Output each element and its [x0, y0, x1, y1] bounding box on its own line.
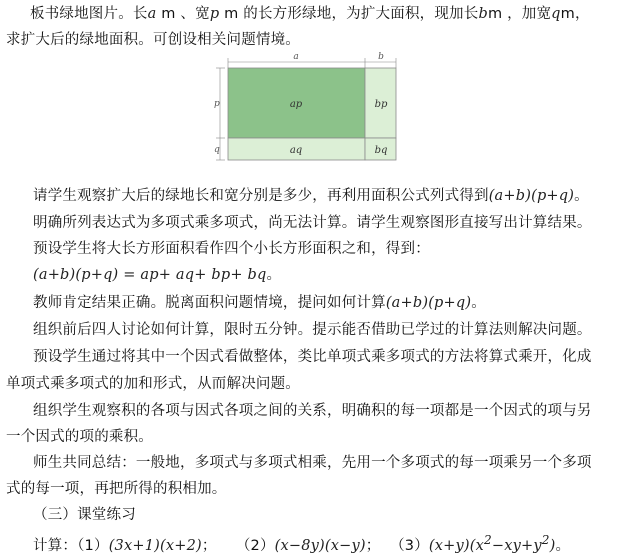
label-bp: bp: [374, 99, 388, 110]
body-line-11: 师生共同总结：一般地，多项式与多项式相乘，先用一个多项式的每一项乘另一个多项: [33, 455, 592, 471]
body-text: 教师肯定结果正确。脱离面积问题情境，提问如何计算: [33, 295, 386, 311]
item-number: （1）: [77, 537, 109, 554]
exponent: 2: [483, 533, 492, 547]
body-line-8: 单项式乘多项式的加和形式，从而解决问题。: [6, 376, 300, 392]
body-line-1: [33, 186, 589, 206]
practice-heading: （三）课堂练习: [33, 507, 136, 523]
symbol-a: a: [147, 6, 157, 22]
practice-items: [33, 530, 570, 556]
green-area-figure: [216, 50, 421, 168]
punctuation: 。: [574, 188, 589, 204]
dim-label-a: a: [293, 52, 299, 62]
intro-line-2: 求扩大后的绿地面积。可创设相关问题情境。: [6, 32, 300, 48]
body-line-2: 明确所列表达式为多项式乘多项式，尚无法计算。请学生观察图形直接写出计算结果。: [33, 215, 592, 231]
label-ap: ap: [289, 99, 303, 110]
body-line-6: 组织前后四人讨论如何计算，限时五分钟。提示能否借助已学过的计算法则解决问题。: [33, 322, 592, 338]
body-line-10: 一个因式的项的乘积。: [6, 429, 153, 445]
intro-text: m ，加宽: [487, 6, 552, 22]
item-number: （2）: [235, 537, 275, 554]
exercise-3: [428, 533, 556, 554]
punctuation: 。: [266, 267, 282, 283]
exponent: 2: [541, 533, 550, 547]
body-line-12: 式的每一项，再把所得的积相加。: [6, 481, 227, 497]
dim-label-b: b: [378, 52, 384, 62]
body-line-7: 预设学生通过将其中一个因式看做整体，类比单项式乘多项式的方法将算式乘开，化成: [33, 349, 592, 365]
punctuation: 。: [555, 537, 571, 554]
expansion-formula: (a+b)(p+q) = ap+ aq+ bp+ bq: [33, 267, 267, 283]
exercise-1: (3x+1)(x+2): [108, 537, 202, 554]
body-line-4: [33, 265, 281, 285]
exercise-3-part: ): [549, 537, 556, 554]
intro-text: m 、宽: [156, 6, 210, 22]
dim-label-p: p: [214, 99, 220, 109]
symbol-p: p: [209, 6, 220, 22]
figure-svg: [216, 50, 421, 168]
separator: ；: [365, 537, 381, 554]
body-line-3: 预设学生将大长方形面积看作四个小长方形面积之和，得到：: [33, 241, 430, 257]
intro-line-1: [30, 4, 590, 24]
punctuation: 。: [471, 295, 486, 311]
intro-text: 板书绿地图片。长: [30, 6, 148, 22]
label-aq: aq: [289, 145, 303, 156]
body-line-5: [33, 293, 486, 313]
expression: (a+b)(p+q): [385, 295, 472, 311]
intro-text: m 的长方形绿地，为扩大面积，现加长: [219, 6, 479, 22]
body-text: 请学生观察扩大后的绿地长和宽分别是多少，再利用面积公式列式得到: [33, 188, 489, 204]
calc-label: 计算：: [33, 537, 78, 554]
symbol-q: q: [551, 6, 561, 22]
expression: (a+b)(p+q): [488, 188, 575, 204]
dim-label-q: q: [214, 145, 220, 155]
separator: ；: [201, 537, 217, 554]
exercise-2: (x−8y)(x−y): [274, 537, 366, 554]
item-number: （3）: [390, 537, 429, 554]
symbol-b: b: [478, 6, 488, 22]
exercise-3-part: (x+y)(x: [428, 537, 484, 554]
exercise-3-part: −xy+y: [491, 537, 542, 554]
intro-text: m，: [560, 6, 590, 22]
body-line-9: 组织学生观察积的各项与因式各项之间的关系，明确积的每一项都是一个因式的项与另: [33, 403, 592, 419]
label-bq: bq: [374, 145, 388, 156]
